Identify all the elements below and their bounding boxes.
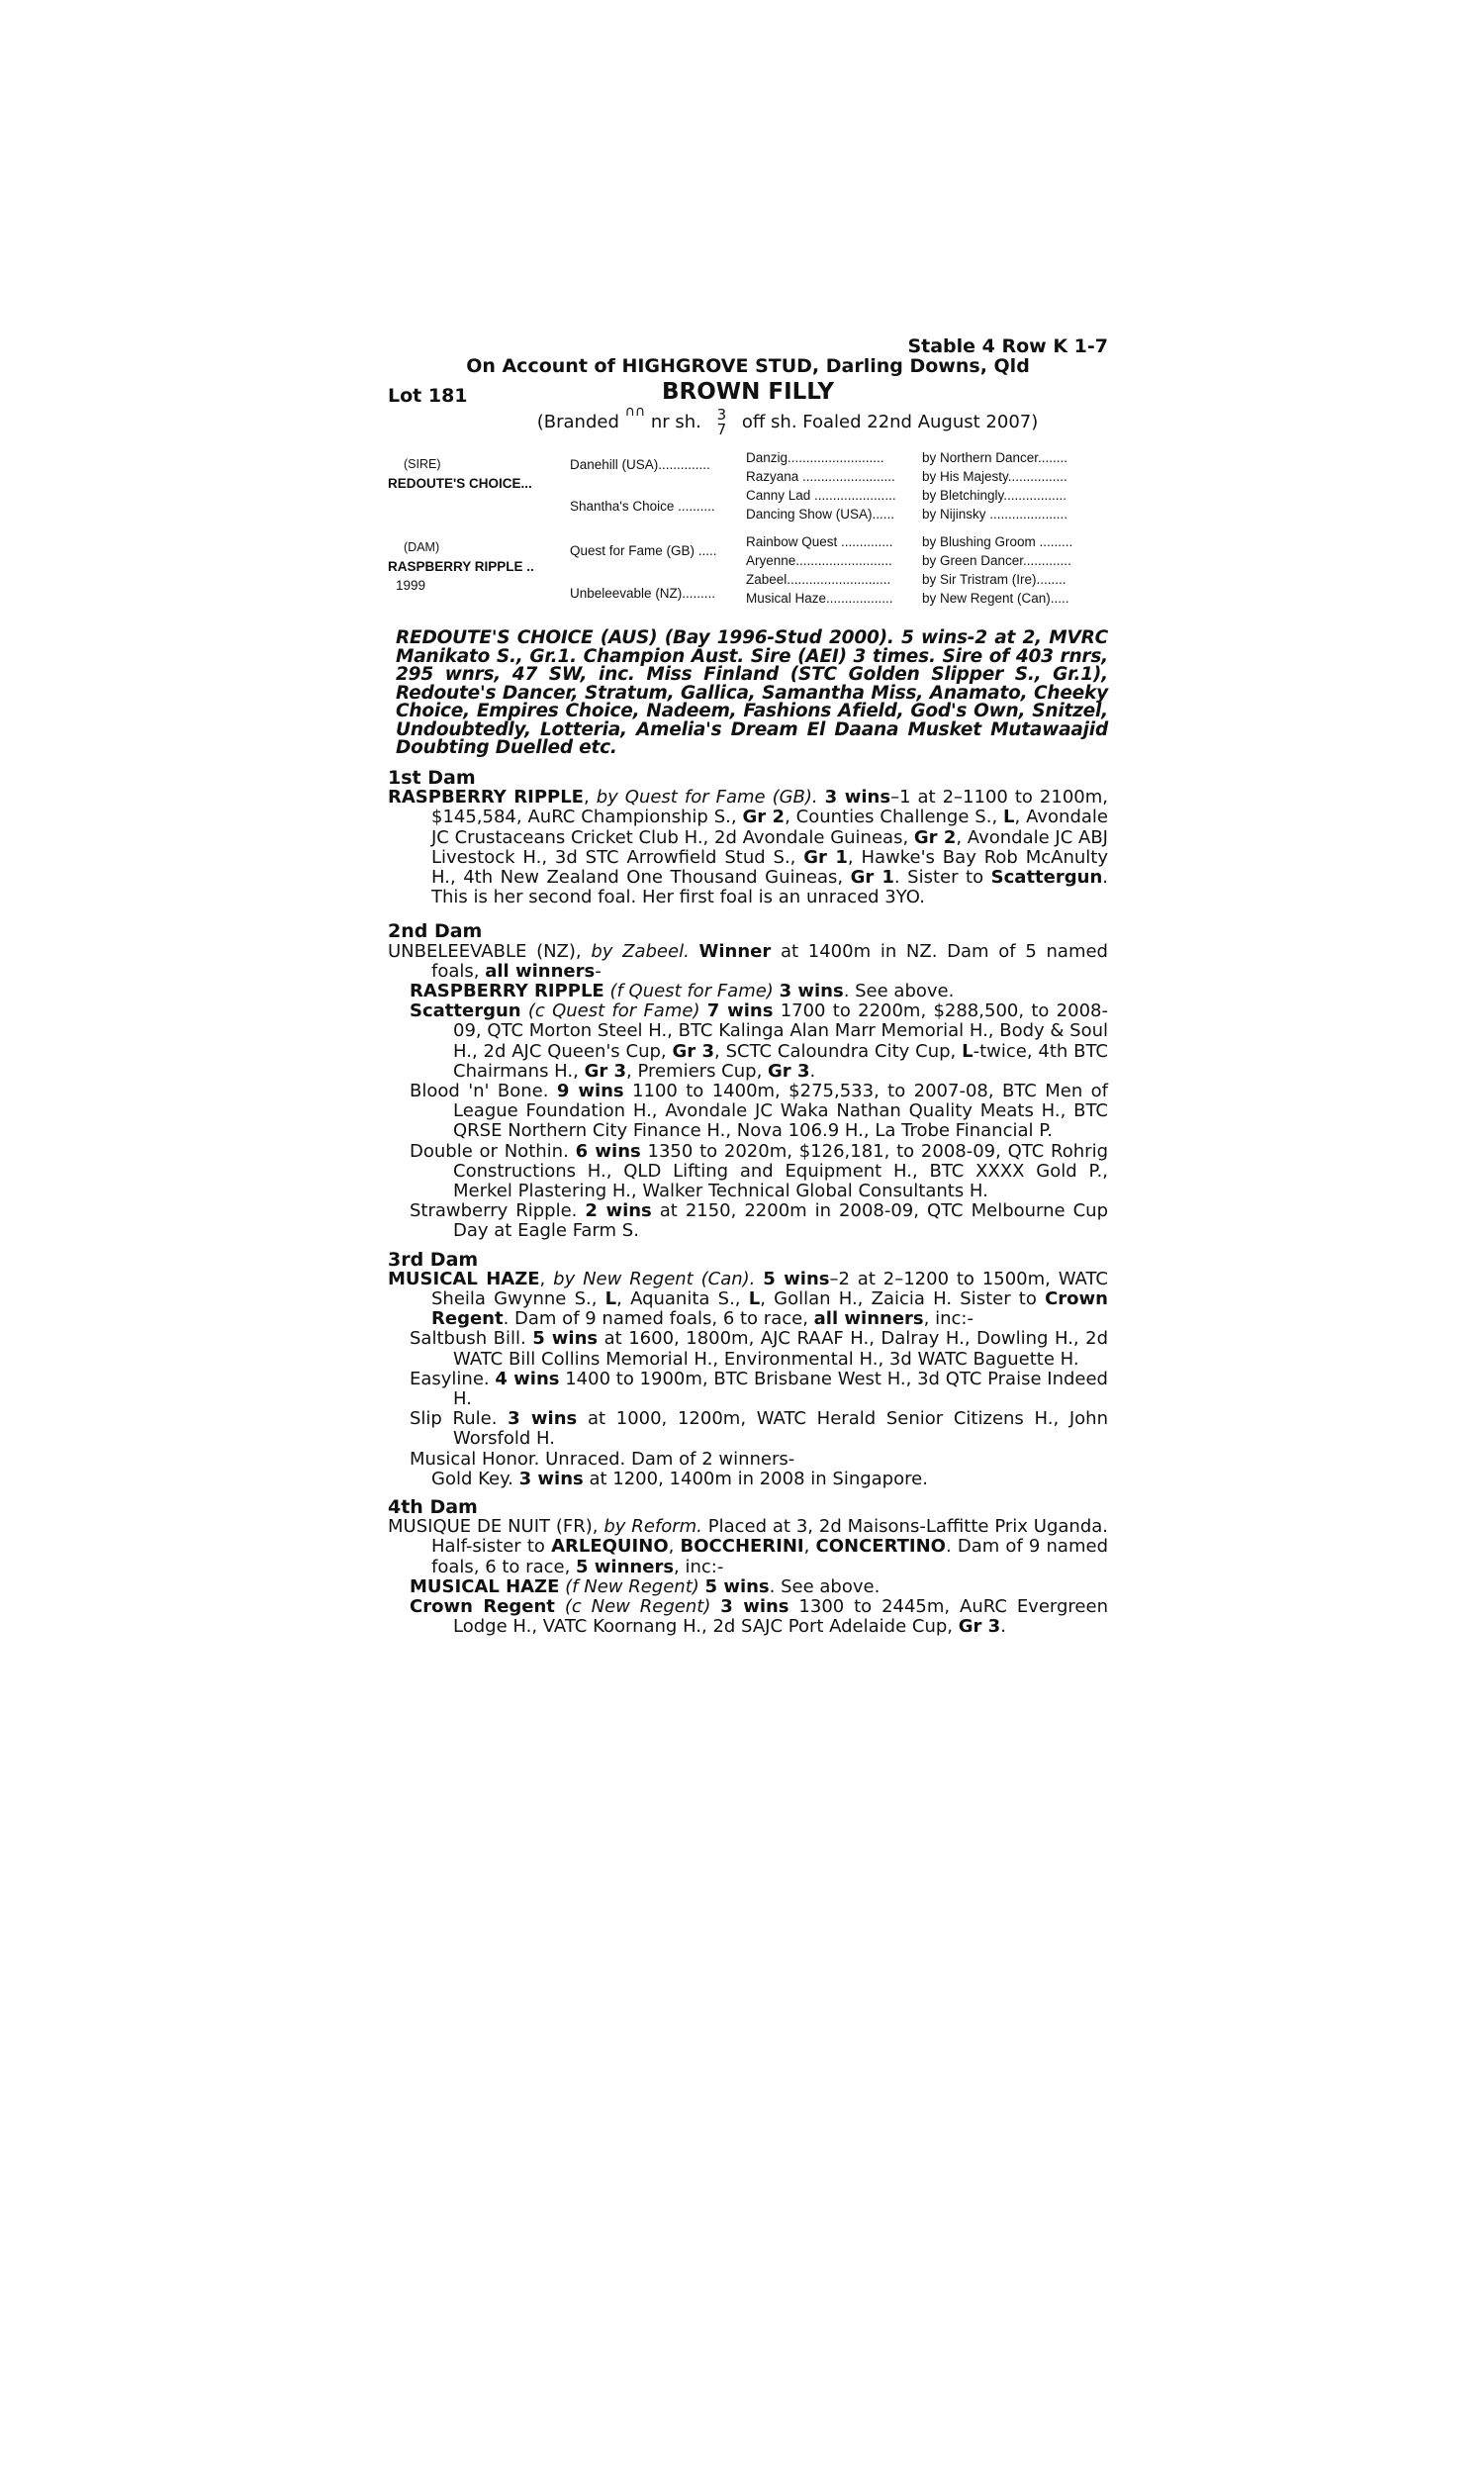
dam4-name: MUSIQUE DE NUIT (FR), [388,1516,604,1538]
progeny-name: Strawberry Ripple. [410,1200,586,1222]
progeny-name: Scattergun [410,1000,521,1022]
dam1-wins: 3 wins [824,787,891,809]
sibling-name: BOCCHERINI [680,1536,804,1558]
dam2-all-winners: all winners [485,960,596,982]
progeny-sire: (f New Regent) [565,1575,699,1597]
pedigree-gen3: Aryenne.......................... [746,553,892,569]
pedigree-table [388,451,1108,616]
pedigree-gen4: by New Regent (Can)..... [922,591,1069,607]
dam2-name: UNBELEEVABLE (NZ), [388,940,592,962]
progeny-entry [388,1142,1108,1202]
dam3-record: MUSICAL HAZE, by New Regent (Can). 5 wins–2 at 2–1200 to 1500m, WATC Sheila Gwynne S., L, Aquanita S., L, Gollan H., Zaicia H. Sister to Crown Regent. Dam of 9 named foals, 6 to race, all winners, inc:- [388,1268,1108,1330]
pedigree-gen3: Rainbow Quest .............. [746,534,893,550]
brand-prefix: (Branded [536,412,619,433]
stable-location: Stable 4 Row K 1-7 [907,335,1108,357]
pedigree-gen3: Zabeel............................ [746,572,891,588]
progeny-text: at 2150, 2200m in 2008-09, QTC Melbourne Cup Day at Eagle Farm S. [453,1200,1109,1242]
dam3-name: MUSICAL HAZE [388,1268,540,1289]
progeny-text: . See above. [769,1575,881,1597]
progeny-sire: (c New Regent) [564,1596,711,1618]
dam4-text: . Dam of 9 named foals, 6 to race, [431,1536,1108,1577]
pedigree-gen4: by Blushing Groom ......... [922,534,1073,550]
sibling-name: ARLEQUINO [551,1536,669,1558]
progeny-entry [388,1597,1108,1637]
progeny-wins: 3 wins [720,1596,789,1618]
dam-name: RASPBERRY RIPPLE .. [388,559,534,575]
progeny-entry [388,1370,1108,1409]
progeny-text: -twice, 4th BTC Chairmans H., [453,1040,1108,1082]
pedigree-gen4: by Sir Tristram (Ire)........ [922,572,1067,588]
pedigree-gen3: Canny Lad ...................... [746,488,896,504]
sire-summary: REDOUTE'S CHOICE (AUS) (Bay 1996-Stud 2000). 5 wins-2 at 2, MVRC Manikato S., Gr.1. Champion Aust. Sire (AEI) 3 times. Sire of 403 rnrs, 295 wnrs, 47 SW, inc. Miss Finland (STC Golden Slipper S., Gr.1), Redoute's Dancer, Stratum, Gallica, Samantha Miss, Anamato, Cheeky Choice, Empires Choice, Nadeem, Fashions Afield, God's Own, Snitzel, Undoubtedly, Lotteria, Amelia's Dream El Daana Musket Mutawaajid Doubting Duelled etc. [396,627,1108,759]
progeny-entry [388,1001,1108,1082]
pedigree-gen4: by Green Dancer............. [922,553,1071,569]
progeny-text: 1400 to 1900m, BTC Brisbane West H., 3d QTC Praise Indeed H. [453,1368,1108,1409]
progeny-text: at 1200, 1400m in 2008 in Singapore. [583,1468,928,1489]
dam3-text: , Gollan H., Zaicia H. Sister to [760,1287,1046,1309]
grade: Gr 1 [803,846,848,868]
dam-year: 1999 [396,578,426,594]
progeny-name: Easyline. [410,1368,496,1389]
dam1-text: , Avondale JC ABJ Livestock H., 3d STC Arrowfield Stud S., [431,826,1108,868]
dam2-winner: Winner [698,940,772,962]
dam1-text: , Hawke's Bay Rob McAnulty H., 4th New Zealand One Thousand Guineas, [431,846,1108,888]
brand-number-top: 3 [716,406,727,425]
dam4-text: , [668,1536,681,1558]
dam4-text: , inc:- [674,1556,724,1577]
dam-label: (DAM) [404,540,440,555]
progeny-entry [388,1201,1108,1241]
dam3-heading: 3rd Dam [388,1248,479,1271]
dam3-wins: 5 wins [763,1268,830,1289]
pedigree-gen3: Danzig.......................... [746,450,884,466]
progeny-wins: 5 wins [532,1328,599,1350]
grade: L [1003,807,1015,828]
pedigree-gen3: Dancing Show (USA)...... [746,507,895,523]
lot-line [388,379,1108,408]
progeny-text: . See above. [843,980,955,1001]
progeny-name: Saltbush Bill. [410,1328,533,1350]
progeny-name: RASPBERRY RIPPLE [410,980,604,1001]
progeny-wins: 7 wins [706,1000,774,1022]
progeny-wins: 5 wins [704,1575,770,1597]
dam2-heading: 2nd Dam [388,920,483,943]
dam1-record: RASPBERRY RIPPLE, by Quest for Fame (GB). 3 wins–1 at 2–1100 to 2100m, $145,584, AuRC Championship S., Gr 2, Counties Challenge S., L, Avondale JC Crustaceans Cricket Club H., 2d Avondale Guineas, Gr 2, Avondale JC ABJ Livestock H., 3d STC Arrowfield Stud S., Gr 1, Hawke's Bay Rob McAnulty H., 4th New Zealand One Thousand Guineas, Gr 1. Sister to Scattergun. This is her second foal. Her first foal is an unraced 3YO. [388,787,1108,908]
dam4-sire: by Reform. [603,1516,702,1538]
grade: Gr 1 [850,866,894,888]
progeny-text: at 1000, 1200m, WATC Herald Senior Citizens H., John Worsfold H. [453,1408,1108,1450]
pedigree-gen2: Danehill (USA).............. [570,457,710,473]
pedigree-gen2: Shantha's Choice .......... [570,499,715,515]
progeny-name: MUSICAL HAZE [410,1575,560,1597]
progeny-text: 1100 to 1400m, $275,533, to 2007-08, BTC Men of League Foundation H., Avondale JC Waka Nathan Quality Meats H., BTC QRSE Northern City Finance H., Nova 106.9 H., La Trobe Financial P. [453,1080,1108,1142]
brand-nr: nr sh. [650,412,701,433]
dam2-text: - [595,960,602,982]
dam1-text: –1 at 2–1100 to 2100m, $145,584, AuRC Championship S., [431,787,1108,828]
progeny-wins: 3 wins [508,1408,578,1430]
brand-number-bottom: 7 [716,421,727,439]
dam1-text: , Counties Challenge S., [785,807,1004,828]
progeny-text: , SCTC Caloundra City Cup, [714,1040,963,1062]
progeny-sire: (f Quest for Fame) [609,980,774,1001]
grade: Gr 3 [768,1060,810,1082]
pedigree-gen4: by Northern Dancer........ [922,450,1068,466]
progeny-text: 1350 to 2020m, $126,181, to 2008-09, QTC Rohrig Constructions H., QLD Lifting and Equipment H., BTC XXXX Gold P., Merkel Plastering H., Walker Technical Global Consultants H. [453,1140,1109,1201]
brand-suffix: off sh. Foaled 22nd August 2007) [741,412,1039,433]
progeny-entry [388,1409,1108,1449]
sire-name: REDOUTE'S CHOICE... [388,476,532,492]
pedigree-gen4: by Bletchingly................. [922,488,1067,504]
progeny-wins: 2 wins [585,1200,652,1222]
progeny-text: at 1600, 1800m, AJC RAAF H., Dalray H., Dowling H., 2d WATC Bill Collins Memorial H., Environmental H., 3d WATC Baguette H. [453,1328,1109,1370]
progeny-text: , Premiers Cup, [626,1060,769,1082]
dam1-text: . This is her second foal. Her first foal is an unraced 3YO. [431,866,1108,908]
dam2-record [388,942,1108,982]
brand-number [717,408,727,437]
dam1-name: RASPBERRY RIPPLE [388,787,584,809]
grade: Gr 3 [584,1060,627,1082]
grade: Gr 3 [672,1040,715,1062]
progeny-entry [388,1577,1108,1597]
pedigree-gen4: by His Majesty................ [922,469,1067,485]
progeny-entry: Musical Honor. Unraced. Dam of 2 winners- [410,1448,795,1470]
grade: L [962,1040,974,1062]
pedigree-gen3: Musical Haze.................. [746,591,893,607]
progeny-wins: 4 wins [495,1368,560,1389]
grade: Gr 3 [958,1616,1001,1638]
progeny-name: Double or Nothin. [410,1140,576,1162]
dam3-text: –2 at 2–1200 to 1500m, WATC Sheila Gwynne S., [431,1268,1108,1309]
dam3-sire: by New Regent (Can). [553,1268,756,1289]
dam1-text: , Avondale JC Crustaceans Cricket Club H., 2d Avondale Guineas, [431,807,1108,848]
pedigree-gen2: Unbeleevable (NZ)......... [570,586,716,602]
catalogue-page [388,336,1108,1637]
progeny-name: Blood 'n' Bone. [410,1080,557,1101]
pedigree-gen4: by Nijinsky ..................... [922,507,1068,523]
dam2-text: at 1400m in NZ. Dam of 5 named foals, [431,940,1108,982]
progeny-name: Gold Key. [431,1468,519,1489]
grade: L [748,1287,761,1309]
grade: Gr 2 [742,807,786,828]
vendor-account: On Account of HIGHGROVE STUD, Darling Downs, Qld [466,355,1030,378]
progeny-name: Slip Rule. [410,1408,509,1430]
progeny-wins: 3 wins [518,1468,584,1489]
dam2-sire: by Zabeel. [591,940,690,962]
brand-line [467,404,1108,441]
sibling-name: Scattergun [990,866,1103,888]
grade: L [604,1287,617,1309]
dam4-text: Placed at 3, 2d Maisons-Laffitte Prix Uganda. Half-sister to [431,1516,1108,1558]
sire-label: (SIRE) [404,457,441,472]
horse-description: BROWN FILLY [661,379,835,406]
progeny-text: . [1000,1616,1006,1638]
progeny-wins: 6 wins [575,1140,641,1162]
pedigree-gen2: Quest for Fame (GB) ..... [570,543,717,559]
progeny-text: . [809,1060,816,1082]
progeny-entry [388,1082,1108,1142]
dam3-text: , Aquanita S., [616,1287,749,1309]
dam3-all-winners: all winners [813,1308,924,1330]
grade: Gr 2 [913,826,957,848]
sibling-name: CONCERTINO [815,1536,946,1558]
progeny-entry [388,1329,1108,1369]
progeny-entry [388,982,1108,1001]
dam4-heading: 4th Dam [388,1496,478,1519]
dam1-sire: by Quest for Fame (GB). [596,787,818,809]
progeny-text: 1300 to 2445m, AuRC Evergreen Lodge H., VATC Koornang H., 2d SAJC Port Adelaide Cup, [453,1596,1108,1638]
dam4-text: , [803,1536,816,1558]
lot-number: Lot 181 [388,385,468,408]
sibling-name: Crown Regent [431,1287,1108,1330]
progeny-wins: 9 wins [556,1080,624,1101]
progeny-sire: (c Quest for Fame) [527,1000,700,1022]
dam3-text: , inc:- [923,1308,974,1330]
dam1-text: . Sister to [893,866,991,888]
dam3-text: . Dam of 9 named foals, 6 to race, [503,1308,814,1330]
dam4-winners: 5 winners [576,1556,675,1577]
dam4-record [388,1517,1108,1577]
progeny-wins: 3 wins [779,980,844,1001]
grand-progeny-entry [388,1470,1108,1489]
progeny-text: 1700 to 2200m, $288,500, to 2008-09, QTC Morton Steel H., BTC Kalinga Alan Marr Memorial H., Body & Soul H., 2d AJC Queen's Cup, [453,1000,1109,1062]
progeny-name: Crown Regent [410,1596,555,1618]
pedigree-gen3: Razyana ......................... [746,469,895,485]
dam1-heading: 1st Dam [388,766,476,789]
brand-mark-icon: ∩∩ [624,404,646,421]
